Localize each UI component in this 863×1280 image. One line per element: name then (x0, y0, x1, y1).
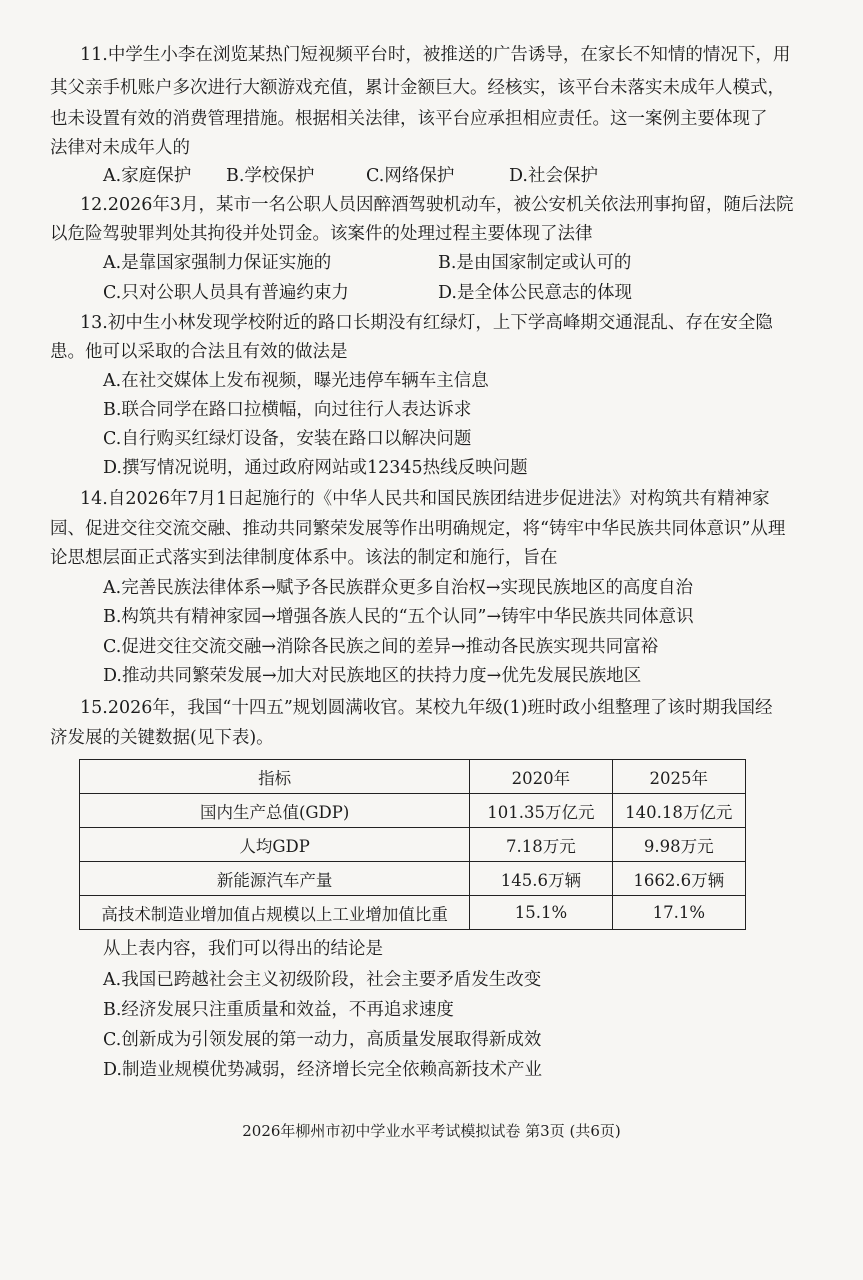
q14-option-d: D.推动共同繁荣发展→加大对民族地区的扶持力度→优先发展民族地区 (103, 666, 642, 686)
table-header-row (80, 760, 746, 794)
table-row (80, 896, 746, 930)
q14-option-b: B.构筑共有精神家园→增强各族人民的“五个认同”→铸牢中华民族共同体意识 (103, 607, 694, 627)
table-header-2020: 2020年 (470, 760, 612, 794)
q11-line-4: 法律对未成年人的 (50, 138, 190, 158)
table-row (80, 828, 746, 862)
q12-line-2: 以危险驾驶罪判处其拘役并处罚金。该案件的处理过程主要体现了法律 (50, 224, 593, 244)
q15-line-2: 济发展的关键数据(见下表)。 (50, 728, 274, 748)
q11-line-3: 也未设置有效的消费管理措施。根据相关法律，该平台应承担相应责任。这一案例主要体现了 (50, 109, 768, 129)
table-cell: 101.35万亿元 (470, 794, 612, 828)
q14-line-2: 园、促进交往交流交融、推动共同繁荣发展等作出明确规定，将“铸牢中华民族共同体意识”从理 (50, 519, 786, 539)
q13-line-1: 13.初中生小林发现学校附近的路口长期没有红绿灯，上下学高峰期交通混乱、存在安全隐 (80, 313, 773, 333)
economic-data-table (79, 759, 746, 930)
q13-option-c: C.自行购买红绿灯设备，安装在路口以解决问题 (103, 429, 472, 449)
q12-option-b: B.是由国家制定或认可的 (438, 253, 632, 273)
q12-line-1: 12.2026年3月，某市一名公职人员因醉酒驾驶机动车，被公安机关依法刑事拘留，随后法院 (80, 195, 794, 215)
table-cell: 人均GDP (80, 828, 470, 862)
table-cell: 1662.6万辆 (612, 862, 745, 896)
q13-option-a: A.在社交媒体上发布视频，曝光违停车辆车主信息 (103, 371, 489, 391)
table-cell: 15.1% (470, 896, 612, 930)
table-row (80, 794, 746, 828)
q15-option-c: C.创新成为引领发展的第一动力，高质量发展取得新成效 (103, 1030, 542, 1050)
q11-option-d: D.社会保护 (509, 166, 598, 186)
table-cell: 高技术制造业增加值占规模以上工业增加值比重 (80, 896, 470, 930)
q15-option-a: A.我国已跨越社会主义初级阶段，社会主要矛盾发生改变 (103, 970, 542, 990)
q13-option-b: B.联合同学在路口拉横幅，向过往行人表达诉求 (103, 400, 472, 420)
q15-option-d: D.制造业规模优势减弱，经济增长完全依赖高新技术产业 (103, 1060, 542, 1080)
q15-line-1: 15.2026年，我国“十四五”规划圆满收官。某校九年级(1)班时政小组整理了该时期我国经 (80, 698, 773, 718)
q15-option-b: B.经济发展只注重质量和效益，不再追求速度 (103, 1000, 454, 1020)
table-cell: 145.6万辆 (470, 862, 612, 896)
q12-option-a: A.是靠国家强制力保证实施的 (103, 253, 332, 273)
table-cell: 国内生产总值(GDP) (80, 794, 470, 828)
q11-line-2: 其父亲手机账户多次进行大额游戏充值，累计金额巨大。经核实，该平台未落实未成年人模式， (50, 78, 785, 98)
table-cell: 新能源汽车产量 (80, 862, 470, 896)
q14-option-a: A.完善民族法律体系→赋予各民族群众更多自治权→实现民族地区的高度自治 (103, 578, 694, 598)
q13-line-2: 患。他可以采取的合法且有效的做法是 (50, 342, 348, 362)
q14-option-c: C.促进交往交流交融→消除各民族之间的差异→推动各民族实现共同富裕 (103, 637, 659, 657)
table-cell: 7.18万元 (470, 828, 612, 862)
q14-line-1: 14.自2026年7月1日起施行的《中华人民共和国民族团结进步促进法》对构筑共有精神家 (80, 489, 770, 509)
q11-line-1: 11.中学生小李在浏览某热门短视频平台时，被推送的广告诱导，在家长不知情的情况下，用 (80, 45, 791, 65)
q12-option-c: C.只对公职人员具有普遍约束力 (103, 283, 349, 303)
table-header-indicator: 指标 (80, 760, 470, 794)
q15-stem: 从上表内容，我们可以得出的结论是 (103, 939, 383, 959)
table-cell: 9.98万元 (612, 828, 745, 862)
q12-option-d: D.是全体公民意志的体现 (438, 283, 632, 303)
page-footer: 2026年柳州市初中学业水平考试模拟试卷 第3页 (共6页) (242, 1122, 621, 1140)
q14-line-3: 论思想层面正式落实到法律制度体系中。该法的制定和施行，旨在 (50, 548, 558, 568)
q13-option-d: D.撰写情况说明，通过政府网站或12345热线反映问题 (103, 458, 528, 478)
table-cell: 140.18万亿元 (612, 794, 745, 828)
q11-option-b: B.学校保护 (226, 166, 315, 186)
table-row (80, 862, 746, 896)
q11-option-a: A.家庭保护 (103, 166, 192, 186)
table-cell: 17.1% (612, 896, 745, 930)
q11-option-c: C.网络保护 (366, 166, 455, 186)
table-header-2025: 2025年 (612, 760, 745, 794)
